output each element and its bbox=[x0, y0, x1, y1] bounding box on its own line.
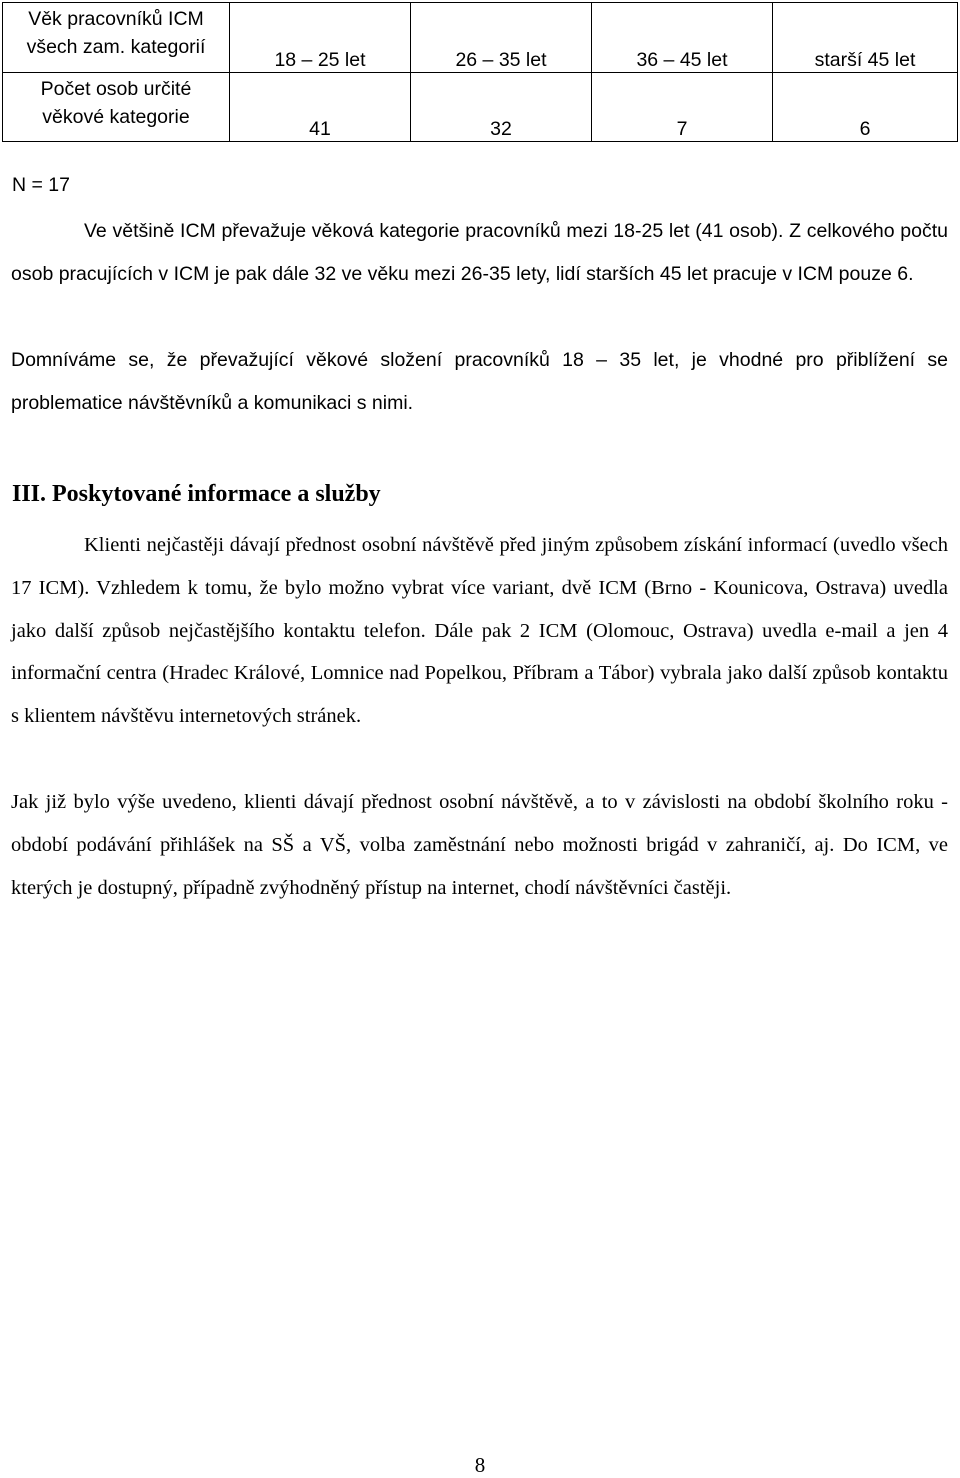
table-header-cell: 18 – 25 let bbox=[230, 3, 411, 73]
header-label-line2: všech zam. kategorií bbox=[26, 36, 206, 58]
table-header-cell: 36 – 45 let bbox=[592, 3, 773, 73]
row-label-line1: Počet osob určité bbox=[40, 78, 192, 100]
table-row bbox=[3, 73, 958, 142]
section-heading: III. Poskytované informace a služby bbox=[12, 481, 381, 507]
table-cell: 41 bbox=[230, 73, 411, 142]
paragraph-information: Klienti nejčastěji dávají přednost osobní návštěvě před jiným způsobem získání informací (uvedlo všech 17 ICM). Vzhledem k tomu, že bylo možno vybrat více variant, dvě ICM (Brno - Kounicova, Ostrava) uvedla jako další způsob nejčastějšího kontaktu telefon. Dále pak 2 ICM (Olomouc, Ostrava) uvedla e-mail a jen 4 informační centra (Hradec Králové, Lomnice nad Popelkou, Příbram a Tábor) vybrala jako další způsob kontaktu s klientem návštěvu internetových stránek. bbox=[11, 534, 948, 728]
paragraph-visits: Jak již bylo výše uvedeno, klienti dávají přednost osobní návštěvě, a to v závislosti na období školního roku - období podávání přihlášek na SŠ a VŠ, volba zaměstnání nebo možnosti brigád v zahraničí, aj. Do ICM, ve kterých je dostupný, případně zvýhodněný přístup na internet, chodí návštěvníci častěji. bbox=[11, 791, 948, 899]
table-row-label bbox=[3, 73, 230, 142]
paragraph-age-summary: Ve většině ICM převažuje věková kategorie pracovníků mezi 18-25 let (41 osob). Z celkového počtu osob pracujících v ICM je pak dále 32 ve věku mezi 26-35 lety, lidí starších 45 let pracuje v ICM pouze 6. bbox=[11, 220, 948, 285]
header-label-line1: Věk pracovníků ICM bbox=[28, 8, 204, 30]
table-header-label bbox=[3, 3, 230, 73]
table-cell: 7 bbox=[592, 73, 773, 142]
age-category-table bbox=[2, 2, 958, 142]
table-header-cell: starší 45 let bbox=[773, 3, 958, 73]
page-number: 8 bbox=[474, 1453, 486, 1477]
sample-size: N = 17 bbox=[12, 174, 70, 196]
paragraph-age-opinion: Domníváme se, že převažující věkové složení pracovníků 18 – 35 let, je vhodné pro přiblížení se problematice návštěvníků a komunikaci s nimi. bbox=[11, 349, 948, 414]
table-cell: 32 bbox=[411, 73, 592, 142]
table-header-row bbox=[3, 3, 958, 73]
row-label-line2: věkové kategorie bbox=[42, 106, 190, 128]
table-header-cell: 26 – 35 let bbox=[411, 3, 592, 73]
table-cell: 6 bbox=[773, 73, 958, 142]
